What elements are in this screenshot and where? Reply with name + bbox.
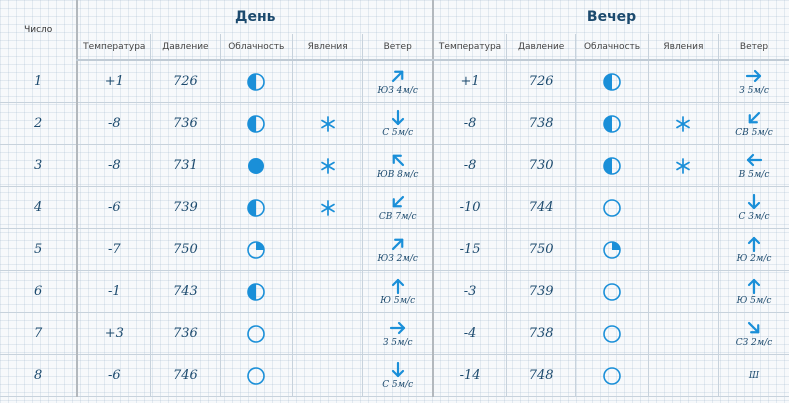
day-pressure: 731: [151, 145, 220, 187]
snow-icon: [319, 115, 337, 133]
eve-pressure: 750: [506, 229, 575, 271]
eve-temperature: -3: [433, 271, 506, 313]
wind-label: ЮВ 8м/с: [376, 170, 419, 180]
day-pressure: 736: [151, 313, 220, 355]
eve-phenomena: [648, 60, 718, 103]
clear-icon: [602, 324, 622, 344]
wind-arrow-icon: [745, 151, 763, 169]
clear-icon: [602, 366, 622, 386]
wind-label: Ш: [748, 371, 760, 381]
column-header-number: Число: [24, 25, 53, 35]
wind-arrow-icon: [745, 67, 763, 85]
day-temperature: -8: [77, 145, 150, 187]
eve-pressure: 738: [506, 313, 575, 355]
wind-label: ЮЗ 2м/с: [377, 254, 418, 264]
day-cloudiness: [220, 313, 292, 355]
eve-cloudiness: [576, 145, 648, 187]
eve-phenomena: [648, 187, 718, 229]
day-temperature: -8: [77, 103, 150, 145]
table-row: [0, 60, 789, 103]
column-header-day-temperature: Температура: [77, 34, 150, 60]
table-row: [0, 313, 789, 355]
eve-temperature: -8: [433, 103, 506, 145]
wind-arrow-icon: [389, 193, 407, 211]
section-header-evening: Вечер: [433, 0, 789, 34]
day-number: 4: [0, 187, 77, 229]
wind-label: Ю 5м/с: [736, 296, 772, 306]
day-number: 3: [0, 145, 77, 187]
quarter-cloud-icon: [602, 240, 622, 260]
day-phenomena: [292, 271, 362, 313]
day-wind: [363, 60, 433, 103]
eve-cloudiness: [576, 60, 648, 103]
wind-label: В 5м/с: [738, 170, 770, 180]
eve-pressure: 738: [506, 103, 575, 145]
eve-phenomena: [648, 271, 718, 313]
half-cloud-icon: [602, 156, 622, 176]
eve-wind: [719, 103, 789, 145]
wind-label: СВ 7м/с: [378, 212, 417, 222]
column-header-day-wind: Ветер: [363, 34, 433, 60]
day-number: 8: [0, 355, 77, 397]
wind-label: ЮЗ 4м/с: [377, 86, 418, 96]
quarter-cloud-icon: [246, 240, 266, 260]
eve-phenomena: [648, 355, 718, 397]
snow-icon: [319, 199, 337, 217]
eve-wind: [719, 145, 789, 187]
eve-cloudiness: [576, 103, 648, 145]
snow-icon: [319, 157, 337, 175]
eve-temperature: +1: [433, 60, 506, 103]
eve-pressure: 739: [506, 271, 575, 313]
day-wind: [363, 271, 433, 313]
wind-arrow-icon: [389, 361, 407, 379]
day-temperature: -1: [77, 271, 150, 313]
wind-arrow-icon: [389, 109, 407, 127]
day-pressure: 726: [151, 60, 220, 103]
day-phenomena: [292, 103, 362, 145]
wind-arrow-icon: [745, 277, 763, 295]
wind-label: С 5м/с: [382, 380, 414, 390]
day-number: 2: [0, 103, 77, 145]
day-temperature: +1: [77, 60, 150, 103]
day-wind: [363, 313, 433, 355]
column-header-evening-cloudiness: Облачность: [576, 34, 648, 60]
eve-phenomena: [648, 145, 718, 187]
half-cloud-icon: [602, 114, 622, 134]
clear-icon: [246, 324, 266, 344]
half-cloud-icon: [246, 282, 266, 302]
column-header-evening-wind: Ветер: [719, 34, 789, 60]
day-wind: [363, 355, 433, 397]
eve-pressure: 744: [506, 187, 575, 229]
column-header-evening-phenomena: Явления: [648, 34, 718, 60]
wind-arrow-icon: [389, 235, 407, 253]
eve-phenomena: [648, 229, 718, 271]
table-row: [0, 229, 789, 271]
wind-arrow-icon: [389, 319, 407, 337]
half-cloud-icon: [246, 114, 266, 134]
eve-temperature: -15: [433, 229, 506, 271]
day-wind: [363, 145, 433, 187]
day-number: 6: [0, 271, 77, 313]
clear-icon: [602, 282, 622, 302]
column-header-day-cloudiness: Облачность: [220, 34, 292, 60]
eve-phenomena: [648, 103, 718, 145]
day-cloudiness: [220, 355, 292, 397]
wind-label: СЗ 2м/с: [735, 338, 773, 348]
day-pressure: 736: [151, 103, 220, 145]
eve-wind: [719, 229, 789, 271]
wind-label: Ю 2м/с: [736, 254, 772, 264]
eve-cloudiness: [576, 187, 648, 229]
day-wind: [363, 103, 433, 145]
eve-wind: [719, 355, 789, 397]
day-temperature: -6: [77, 187, 150, 229]
day-pressure: 746: [151, 355, 220, 397]
eve-temperature: -14: [433, 355, 506, 397]
day-phenomena: [292, 355, 362, 397]
half-cloud-icon: [246, 72, 266, 92]
wind-label: З 5м/с: [382, 338, 413, 348]
day-phenomena: [292, 60, 362, 103]
day-cloudiness: [220, 103, 292, 145]
day-temperature: +3: [77, 313, 150, 355]
eve-cloudiness: [576, 229, 648, 271]
eve-wind: [719, 313, 789, 355]
day-temperature: -6: [77, 355, 150, 397]
eve-wind: [719, 187, 789, 229]
wind-arrow-icon: [389, 151, 407, 169]
eve-pressure: 748: [506, 355, 575, 397]
eve-cloudiness: [576, 271, 648, 313]
eve-pressure: 726: [506, 60, 575, 103]
day-phenomena: [292, 187, 362, 229]
day-number: 5: [0, 229, 77, 271]
table-body: [0, 60, 789, 397]
eve-cloudiness: [576, 313, 648, 355]
wind-arrow-icon: [745, 193, 763, 211]
day-cloudiness: [220, 271, 292, 313]
eve-wind: [719, 271, 789, 313]
eve-temperature: -10: [433, 187, 506, 229]
wind-arrow-icon: [745, 109, 763, 127]
column-header-evening-temperature: Температура: [433, 34, 506, 60]
day-phenomena: [292, 145, 362, 187]
table-row: [0, 355, 789, 397]
clear-icon: [246, 366, 266, 386]
eve-cloudiness: [576, 355, 648, 397]
half-cloud-icon: [602, 72, 622, 92]
day-wind: [363, 187, 433, 229]
table-row: [0, 103, 789, 145]
day-temperature: -7: [77, 229, 150, 271]
snow-icon: [674, 157, 692, 175]
wind-arrow-icon: [745, 319, 763, 337]
half-cloud-icon: [246, 198, 266, 218]
day-cloudiness: [220, 229, 292, 271]
wind-arrow-icon: [389, 277, 407, 295]
table-row: [0, 271, 789, 313]
column-header-day-pressure: Давление: [151, 34, 220, 60]
table-row: [0, 187, 789, 229]
day-cloudiness: [220, 60, 292, 103]
wind-label: С 5м/с: [382, 128, 414, 138]
column-header-evening-pressure: Давление: [506, 34, 575, 60]
day-number: 7: [0, 313, 77, 355]
day-wind: [363, 229, 433, 271]
day-pressure: 739: [151, 187, 220, 229]
wind-label: З 5м/с: [739, 86, 769, 96]
clear-icon: [602, 198, 622, 218]
eve-phenomena: [648, 313, 718, 355]
wind-label: Ю 5м/с: [380, 296, 416, 306]
eve-temperature: -4: [433, 313, 506, 355]
table-row: [0, 145, 789, 187]
day-number: 1: [0, 60, 77, 103]
wind-arrow-icon: [745, 235, 763, 253]
day-cloudiness: [220, 187, 292, 229]
eve-wind: [719, 60, 789, 103]
eve-pressure: 730: [506, 145, 575, 187]
wind-arrow-icon: [389, 67, 407, 85]
column-header-day-phenomena: Явления: [292, 34, 362, 60]
day-phenomena: [292, 229, 362, 271]
wind-label: С 3м/с: [738, 212, 770, 222]
day-pressure: 750: [151, 229, 220, 271]
section-header-day: День: [77, 0, 433, 34]
full-cloud-icon: [246, 156, 266, 176]
wind-label: СВ 5м/с: [735, 128, 773, 138]
snow-icon: [674, 115, 692, 133]
eve-temperature: -8: [433, 145, 506, 187]
day-phenomena: [292, 313, 362, 355]
day-pressure: 743: [151, 271, 220, 313]
day-cloudiness: [220, 145, 292, 187]
